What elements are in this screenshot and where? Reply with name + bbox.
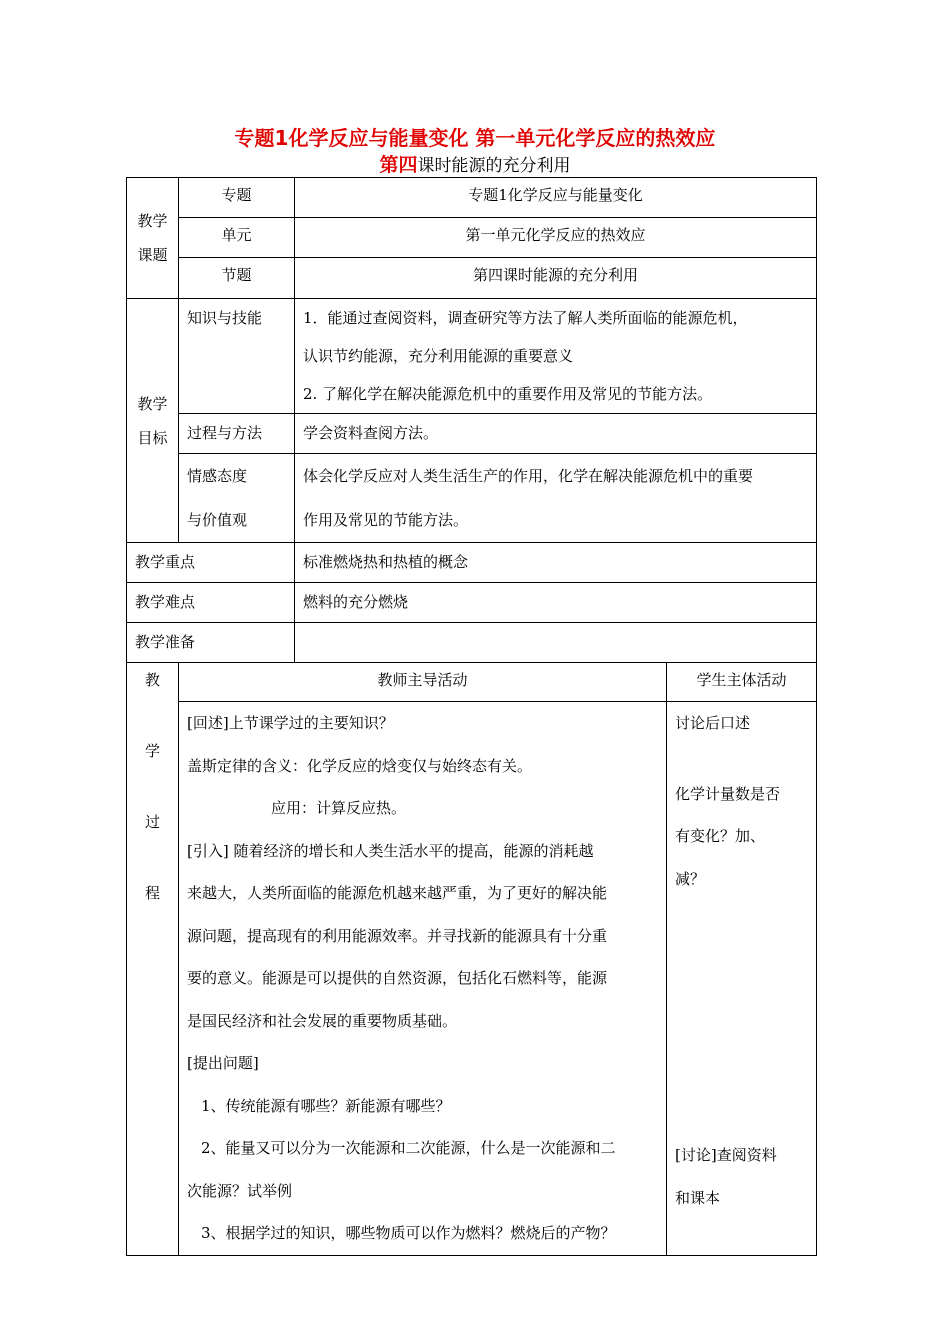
section-value: 第四课时能源的充分利用	[295, 258, 817, 299]
spacer	[675, 745, 808, 773]
teacher-line: 3、根据学过的知识，哪些物质可以作为燃料？燃烧后的产物？	[201, 1224, 616, 1242]
document-title: 专题1化学反应与能量变化 第一单元化学反应的热效应	[234, 126, 716, 150]
goal-emotion-key-line-1: 情感态度	[187, 467, 248, 485]
goals-label-cell	[127, 299, 179, 543]
unit-key: 单元	[179, 218, 295, 258]
subject-value: 专题1化学反应与能量变化	[295, 178, 817, 218]
student-line: 减？	[675, 869, 706, 888]
student-line: 讨论后口述	[675, 714, 751, 732]
process-char: 过	[144, 813, 160, 831]
student-header: 学生主体活动	[667, 663, 817, 702]
goal-knowledge-value	[295, 299, 817, 414]
teacher-line: [回述]上节课学过的主要知识？	[187, 714, 394, 732]
process-char: 程	[144, 884, 160, 902]
prep-key: 教学准备	[127, 623, 295, 663]
subject-label-line-1: 教学	[137, 212, 168, 230]
difficulty-value: 燃料的充分燃烧	[295, 583, 817, 623]
goal-knowledge-line-3: 2. 了解化学在解决能源危机中的重要作用及常见的节能方法。	[303, 385, 713, 403]
teacher-line: 要的意义。能源是可以提供的自然资源，包括化石燃料等，能源	[187, 969, 608, 987]
teacher-line: 1、传统能源有哪些？新能源有哪些？	[201, 1096, 451, 1115]
goals-label-line-2: 目标	[137, 428, 168, 447]
focus-key: 教学重点	[127, 543, 295, 583]
student-activity	[667, 702, 817, 1256]
teacher-header: 教师主导活动	[179, 663, 667, 702]
subject-label-cell	[127, 178, 179, 299]
goal-emotion-line-1: 体会化学反应对人类生活生产的作用，化学在解决能源危机中的重要	[303, 467, 754, 485]
teacher-line: 盖斯定律的含义：化学反应的焓变仅与始终态有关。	[187, 756, 533, 775]
student-line: [讨论]查阅资料	[675, 1146, 777, 1164]
teacher-line: 是国民经济和社会发展的重要物质基础。	[187, 1011, 458, 1030]
teacher-line: 2、能量又可以分为一次能源和二次能源，什么是一次能源和二	[201, 1139, 616, 1157]
focus-value: 标准燃烧热和热植的概念	[295, 543, 817, 583]
teacher-line: 来越大，人类所面临的能源危机越来越严重，为了更好的解决能	[187, 884, 608, 902]
subject-key: 专题	[179, 178, 295, 218]
goal-knowledge-line-2: 认识节约能源，充分利用能源的重要意义	[303, 347, 574, 365]
teacher-line: [提出问题]	[187, 1054, 259, 1072]
goal-knowledge-key: 知识与技能	[179, 299, 295, 414]
student-line: 和课本	[675, 1188, 721, 1207]
teacher-line: 次能源？试举例	[187, 1181, 293, 1200]
process-char: 学	[144, 742, 160, 760]
teacher-line: 应用：计算反应热。	[271, 799, 407, 817]
goal-process-key: 过程与方法	[179, 414, 295, 454]
prep-value	[295, 623, 817, 663]
section-key: 节题	[179, 258, 295, 299]
subtitle-highlight: 第四	[379, 154, 418, 176]
goal-emotion-line-2: 作用及常见的节能方法。	[303, 511, 469, 529]
lesson-plan-table	[126, 177, 817, 1256]
goals-label-line-1: 教学	[137, 394, 168, 413]
document-subtitle	[0, 152, 950, 179]
teacher-line: 源问题，提高现有的利用能源效率。并寻找新的能源具有十分重	[187, 926, 608, 945]
teacher-line: [引入] 随着经济的增长和人类生活水平的提高，能源的消耗越	[187, 841, 594, 860]
process-char: 教	[144, 671, 160, 689]
teacher-activity	[179, 702, 667, 1256]
goal-emotion-key	[179, 454, 295, 543]
process-label-cell	[127, 663, 179, 1256]
student-line: 有变化？加、	[675, 827, 766, 845]
spacer	[675, 900, 808, 1134]
subject-label-line-2: 课题	[137, 246, 168, 264]
goal-process-value: 学会资料查阅方法。	[295, 414, 817, 454]
goal-emotion-value	[295, 454, 817, 543]
difficulty-key: 教学难点	[127, 583, 295, 623]
goal-emotion-key-line-2: 与价值观	[187, 511, 248, 529]
unit-value: 第一单元化学反应的热效应	[295, 218, 817, 258]
subtitle-rest: 课时能源的充分利用	[417, 156, 571, 176]
student-line: 化学计量数是否	[675, 784, 781, 803]
goal-knowledge-line-1: 1．能通过查阅资料，调查研究等方法了解人类所面临的能源危机，	[303, 309, 748, 327]
